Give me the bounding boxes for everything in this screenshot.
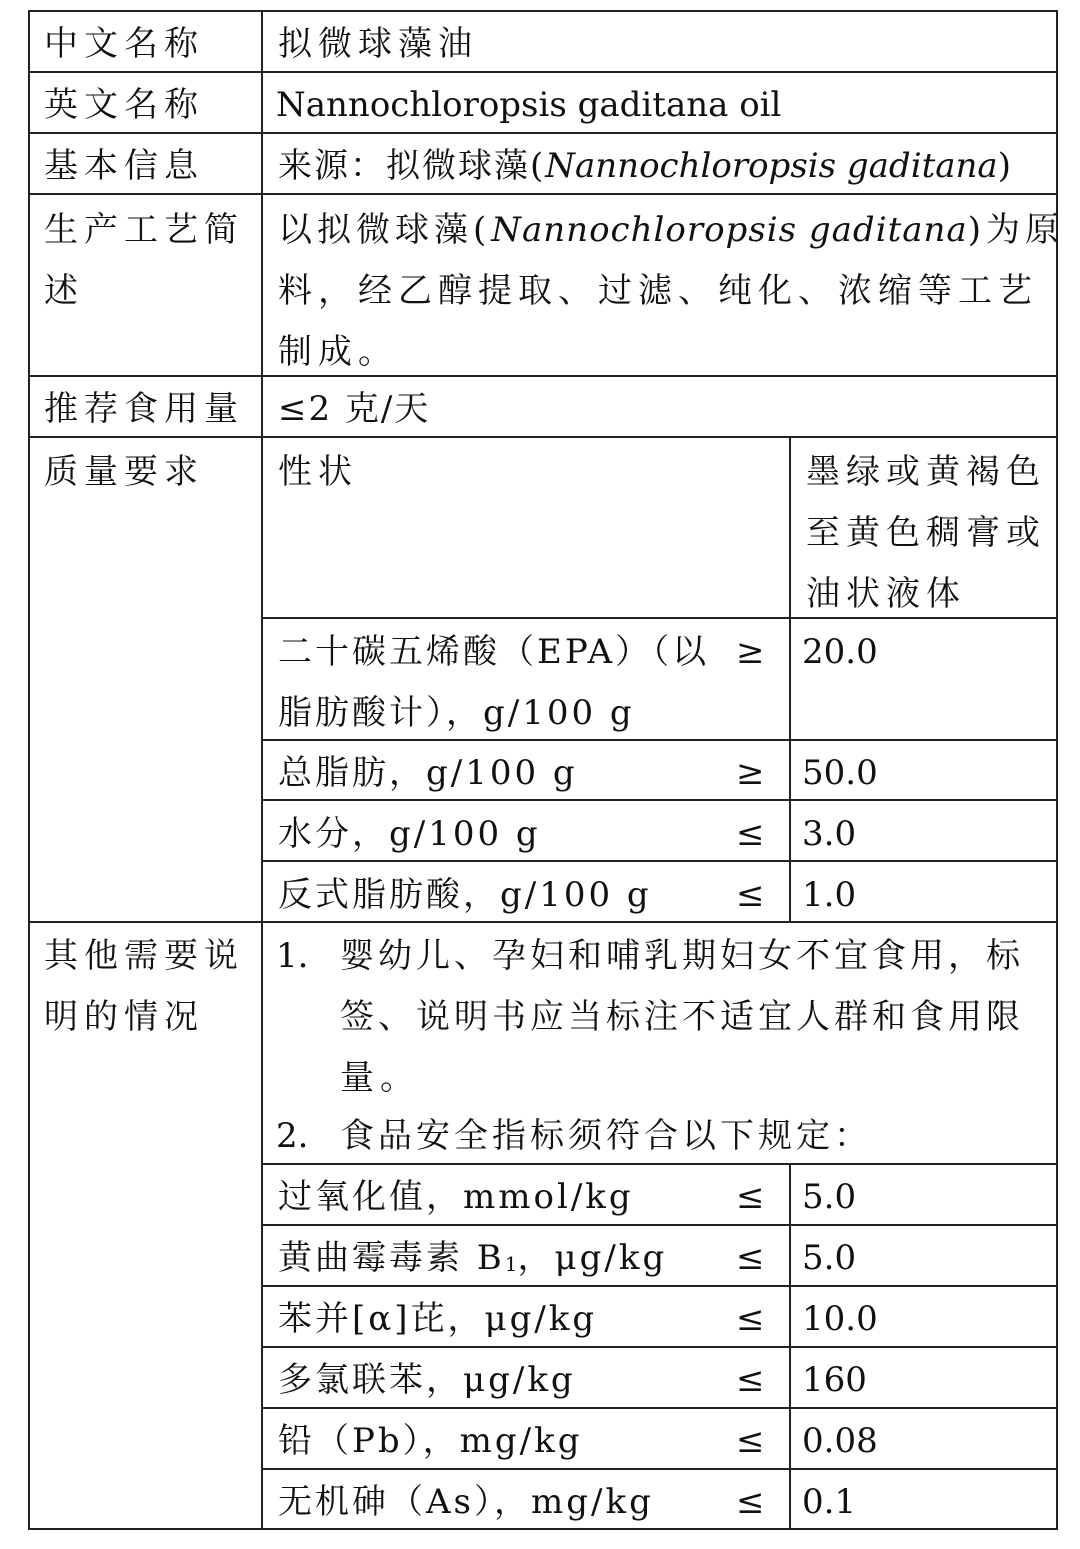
- basic-info-latin: Nannochloropsis gaditana: [545, 146, 998, 186]
- label-quality: 质量要求: [44, 452, 204, 492]
- arsenic-name: 无机砷（As），mg/kg: [278, 1482, 654, 1522]
- appearance-value-line2: 至黄色稠膏或: [806, 513, 1046, 553]
- aflatoxin-name-subscript: 1: [504, 1252, 518, 1276]
- value-dosage: ≤2 克/天: [278, 389, 431, 429]
- aflatoxin-name-suffix: ，μg/kg: [517, 1238, 668, 1278]
- benzopyrene-name: 苯并[α]芘，μg/kg: [278, 1299, 598, 1339]
- process-suffix: )为原: [967, 210, 1064, 250]
- label-other-line2: 明的情况: [44, 997, 204, 1037]
- process-line2: 料，经乙醇提取、过滤、纯化、浓缩等工艺: [278, 271, 1038, 311]
- pcb-name: 多氯联苯，μg/kg: [278, 1360, 576, 1400]
- process-line3: 制成。: [278, 332, 398, 372]
- appearance-value-line1: 墨绿或黄褐色: [806, 452, 1046, 492]
- label-process-line1: 生产工艺简: [44, 210, 244, 250]
- epa-name-line1: 二十碳五烯酸（EPA）（以: [278, 632, 710, 672]
- lead-operator: ≤: [736, 1421, 768, 1461]
- moisture-name: 水分，g/100 g: [278, 814, 541, 854]
- label-dosage: 推荐食用量: [44, 389, 244, 429]
- epa-value: 20.0: [802, 632, 878, 672]
- aflatoxin-name-prefix: 黄曲霉毒素 B: [278, 1238, 505, 1278]
- value-en-name: Nannochloropsis gaditana oil: [276, 85, 782, 125]
- aflatoxin-value: 5.0: [802, 1238, 857, 1278]
- note1-line2: 签、说明书应当标注不适宜人群和食用限: [340, 997, 1024, 1037]
- trans-fat-name: 反式脂肪酸，g/100 g: [278, 875, 652, 915]
- basic-info-prefix: 来源：拟微球藻(: [278, 146, 546, 186]
- appearance-name: 性状: [278, 452, 358, 492]
- aflatoxin-name: [278, 1228, 667, 1295]
- total-fat-value: 50.0: [802, 753, 878, 793]
- label-en-name: 英文名称: [44, 85, 204, 125]
- process-line1: [278, 200, 1064, 261]
- epa-operator: ≥: [736, 632, 768, 672]
- peroxide-name: 过氧化值，mmol/kg: [278, 1177, 634, 1217]
- label-process-line2: 述: [44, 271, 84, 311]
- benzopyrene-operator: ≤: [736, 1299, 768, 1339]
- note1-line3: 量。: [340, 1058, 420, 1098]
- lead-name: 铅（Pb），mg/kg: [278, 1421, 583, 1461]
- peroxide-operator: ≤: [736, 1177, 768, 1217]
- peroxide-value: 5.0: [802, 1177, 857, 1217]
- total-fat-name: 总脂肪，g/100 g: [278, 753, 578, 793]
- total-fat-operator: ≥: [736, 753, 768, 793]
- label-cn-name: 中文名称: [44, 24, 204, 64]
- epa-name-line2: 脂肪酸计），g/100 g: [278, 693, 635, 733]
- label-basic-info: 基本信息: [44, 146, 204, 186]
- pcb-value: 160: [802, 1360, 867, 1400]
- value-basic-info: [278, 136, 1013, 197]
- trans-fat-operator: ≤: [736, 875, 768, 915]
- trans-fat-value: 1.0: [802, 875, 857, 915]
- spec-table: [28, 10, 1064, 1530]
- moisture-value: 3.0: [802, 814, 857, 854]
- process-latin: Nannochloropsis gaditana: [491, 210, 968, 250]
- value-cn-name: 拟微球藻油: [278, 24, 478, 64]
- process-prefix: 以拟微球藻(: [278, 210, 492, 250]
- basic-info-suffix: ): [997, 146, 1013, 186]
- lead-value: 0.08: [802, 1421, 878, 1461]
- note2-number: 2.: [276, 1116, 309, 1156]
- arsenic-operator: ≤: [736, 1482, 768, 1522]
- appearance-value-line3: 油状液体: [806, 574, 966, 614]
- pcb-operator: ≤: [736, 1360, 768, 1400]
- note1-number: 1.: [276, 936, 309, 976]
- moisture-operator: ≤: [736, 814, 768, 854]
- aflatoxin-operator: ≤: [736, 1238, 768, 1278]
- benzopyrene-value: 10.0: [802, 1299, 878, 1339]
- note1-line1: 婴幼儿、孕妇和哺乳期妇女不宜食用，标: [340, 936, 1024, 976]
- note2-text: 食品安全指标须符合以下规定：: [340, 1116, 872, 1156]
- arsenic-value: 0.1: [802, 1482, 857, 1522]
- label-other-line1: 其他需要说: [44, 936, 244, 976]
